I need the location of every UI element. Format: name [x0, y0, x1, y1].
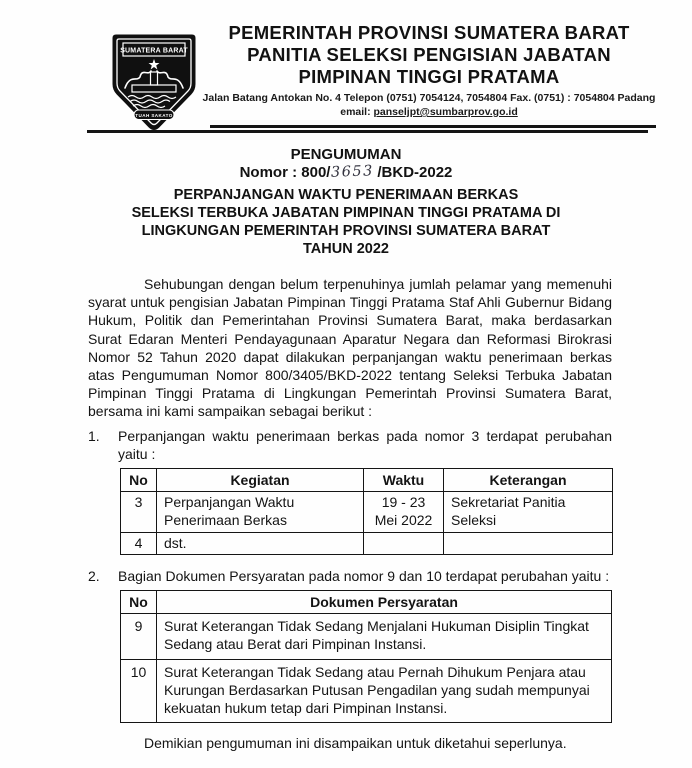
- subject-line-1: PERPANJANGAN WAKTU PENERIMAAN BERKAS: [173, 187, 519, 203]
- requirements-row1-dokumen: Surat Keterangan Tidak Sedang Menjalani Hukuman Disiplin Tingkat Sedang atau Berat dari Pimpinan Instansi.: [157, 614, 612, 659]
- announcement-heading: PENGUMUMAN: [290, 146, 402, 163]
- list-item-2: [88, 567, 612, 585]
- schedule-row1-no: 3: [121, 492, 157, 532]
- document-number: [0, 164, 692, 182]
- email-address: panseljpt@sumbarprov.go.id: [373, 106, 518, 118]
- schedule-header-kegiatan: Kegiatan: [157, 469, 364, 492]
- requirements-table-header-row: [121, 591, 612, 614]
- schedule-row1-kegiatan: Perpanjangan Waktu Penerimaan Berkas: [157, 492, 364, 532]
- address-line: Jalan Batang Antokan No. 4 Telepon (0751) 7054124, 7054804 Fax. (0751) : 7054804 Padang: [202, 92, 656, 104]
- schedule-header-waktu: Waktu: [364, 469, 444, 492]
- number-suffix: /BKD-2022: [377, 164, 453, 181]
- requirements-row2-dokumen: Surat Keterangan Tidak Sedang atau Pernah Dihukum Penjara atau Kurungan Berdasarkan Putusan Pengadilan yang sudah mempunyai kekuatan hukum tetap dari Pimpinan Instansi.: [157, 659, 612, 723]
- subject-line-3: LINGKUNGAN PEMERINTAH PROVINSI SUMATERA BARAT: [141, 223, 551, 239]
- schedule-header-keterangan: Keterangan: [444, 469, 613, 492]
- subject-line-4: TAHUN 2022: [303, 241, 389, 257]
- logo-motto: TUAH SAKATO: [135, 113, 173, 118]
- list-item-1: [88, 427, 612, 463]
- requirements-header-no: No: [121, 591, 157, 614]
- title-block: [0, 146, 692, 258]
- requirements-header-dokumen: Dokumen Persyaratan: [157, 591, 612, 614]
- number-prefix: Nomor : 800/: [239, 164, 331, 181]
- closing-paragraph: Demikian pengumuman ini disampaikan untuk diketahui seperlunya.: [144, 735, 567, 752]
- schedule-row1-keterangan: Sekretariat Panitia Seleksi: [444, 492, 613, 532]
- subject-line-2: SELEKSI TERBUKA JABATAN PIMPINAN TINGGI PRATAMA DI: [131, 205, 561, 221]
- table-row: [121, 532, 613, 554]
- document-body: [88, 275, 612, 752]
- requirements-row2-no: 10: [121, 659, 157, 723]
- schedule-row2-waktu: [364, 532, 444, 554]
- table-row: [121, 614, 612, 659]
- requirements-table: [120, 590, 612, 723]
- letterhead-divider-top: [210, 125, 656, 128]
- schedule-header-no: No: [121, 469, 157, 492]
- table-row: [121, 492, 613, 532]
- org-name-line-2: PANITIA SELEKSI PENGISIAN JABATAN: [247, 44, 611, 65]
- list-item-2-number: 2.: [88, 567, 100, 584]
- west-sumatra-crest-icon: [108, 32, 200, 134]
- schedule-row2-keterangan: [444, 532, 613, 554]
- org-name-line-1: PEMERINTAH PROVINSI SUMATERA BARAT: [228, 22, 630, 43]
- schedule-row2-no: 4: [121, 532, 157, 554]
- subject-title: [0, 186, 692, 258]
- logo-region-name: SUMATERA BARAT: [120, 47, 188, 55]
- email-line: [200, 105, 658, 119]
- schedule-table: [120, 468, 613, 555]
- schedule-row1-waktu: 19 - 23 Mei 2022: [364, 492, 444, 532]
- letterhead-text: [200, 22, 658, 119]
- requirements-row1-no: 9: [121, 614, 157, 659]
- list-item-2-text: Bagian Dokumen Persyaratan pada nomor 9 dan 10 terdapat perubahan yaitu :: [118, 567, 610, 584]
- schedule-row2-kegiatan: dst.: [157, 532, 364, 554]
- list-item-1-text: Perpanjangan waktu penerimaan berkas pada nomor 3 terdapat perubahan yaitu :: [118, 427, 612, 462]
- table-row: [121, 659, 612, 723]
- handwritten-number: 3653: [331, 163, 375, 181]
- email-label: email:: [340, 106, 374, 118]
- letterhead: [0, 0, 692, 133]
- opening-paragraph: Sehubungan dengan belum terpenuhinya jumlah pelamar yang memenuhi syarat untuk pengisian Jabatan Pimpinan Tinggi Pratama Staf Ahli Gubernur Bidang Hukum, Politik dan Pemerintahan Provinsi Sumatera Barat, maka berdasarkan Surat Edaran Menteri Pendayagunaan Aparatur Negara dan Reformasi Birokrasi Nomor 52 Tahun 2020 dapat dilakukan perpanjangan waktu penerimaan berkas atas Pengumuman Nomor 800/3405/BKD-2022 tentang Seleksi Terbuka Jabatan Pimpinan Tinggi Pratama di Lingkungan Pemerintah Provinsi Sumatera Barat, bersama ini kami sampaikan sebagai berikut :: [88, 276, 612, 420]
- org-name-line-3: PIMPINAN TINGGI PRATAMA: [298, 66, 560, 87]
- list-item-1-number: 1.: [88, 427, 100, 444]
- schedule-table-header-row: [121, 469, 613, 492]
